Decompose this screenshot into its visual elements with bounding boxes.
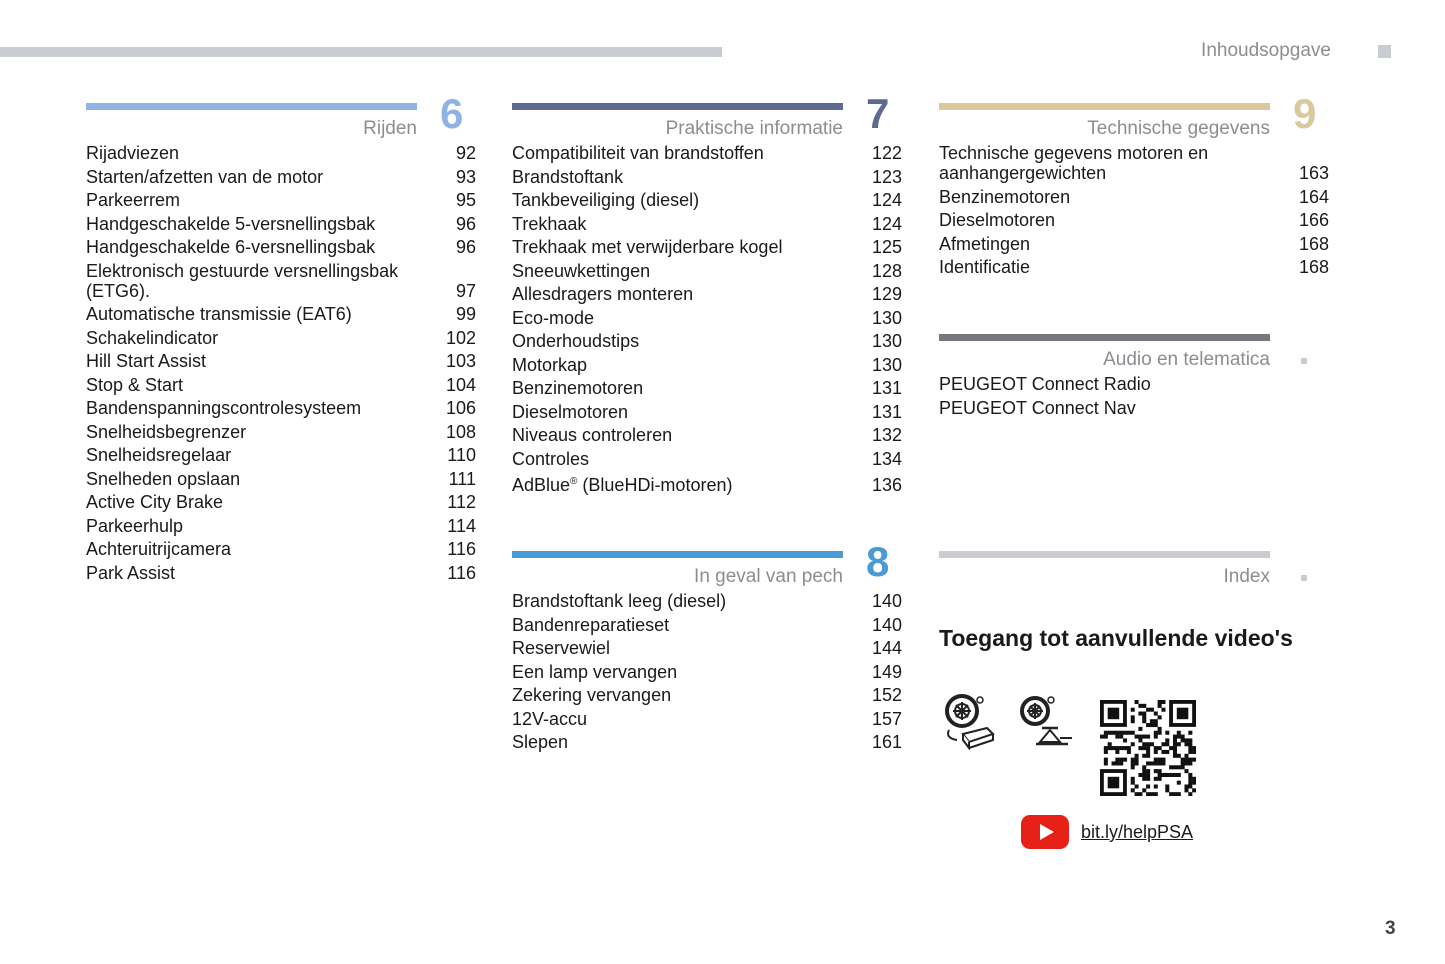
toc-entry-page: 128 bbox=[871, 260, 902, 281]
toc-entry-page: 96 bbox=[455, 237, 476, 257]
spare-wheel-jack-icon[interactable] bbox=[1018, 696, 1074, 750]
toc-entry[interactable] bbox=[86, 167, 476, 187]
section-number: 7 bbox=[866, 90, 890, 137]
section-number: 9 bbox=[1293, 90, 1317, 137]
toc-entry[interactable] bbox=[86, 237, 476, 257]
toc-entry[interactable] bbox=[512, 591, 902, 611]
section-title[interactable]: Index bbox=[1223, 566, 1270, 587]
toc-entries bbox=[939, 143, 1329, 281]
toc-entry-title: Handgeschakelde 6-versnellingsbak bbox=[86, 237, 376, 257]
toc-entry[interactable] bbox=[512, 331, 902, 351]
toc-entry-page: 161 bbox=[871, 732, 902, 752]
section-bar bbox=[512, 551, 843, 558]
toc-entry-page: 96 bbox=[455, 213, 476, 234]
toc-entry-page: 111 bbox=[448, 468, 476, 489]
toc-entry[interactable] bbox=[512, 167, 902, 187]
toc-entry-page: 112 bbox=[447, 492, 476, 512]
toc-entry-title: Automatische transmissie (EAT6) bbox=[86, 304, 352, 324]
toc-entry-title: Rijadviezen bbox=[86, 143, 180, 163]
toc-entry-title: Afmetingen bbox=[939, 233, 1031, 254]
section-title[interactable]: In geval van pech bbox=[694, 566, 843, 587]
toc-entry-title: Elektronisch gestuurde versnellingsbak (ETG6). bbox=[86, 260, 399, 301]
toc-entry[interactable] bbox=[512, 662, 902, 682]
toc-entry[interactable] bbox=[86, 190, 476, 210]
toc-entry-page: 122 bbox=[871, 143, 902, 163]
toc-entry[interactable] bbox=[939, 187, 1329, 207]
section-title[interactable]: Technische gegevens bbox=[1087, 118, 1270, 139]
page-header-title: Inhoudsopgave bbox=[1201, 40, 1331, 61]
toc-entry[interactable] bbox=[512, 143, 902, 163]
section-title[interactable]: Rijden bbox=[363, 118, 417, 139]
header-square-icon bbox=[1378, 45, 1391, 58]
toc-entry-page: 124 bbox=[871, 213, 902, 234]
toc-entry-title: Motorkap bbox=[512, 354, 588, 375]
youtube-play-icon[interactable] bbox=[1021, 815, 1069, 849]
tyre-repair-kit-icon[interactable] bbox=[943, 694, 995, 750]
toc-entry-page: 152 bbox=[871, 685, 902, 705]
toc-entry[interactable] bbox=[512, 638, 902, 658]
toc-entry-page: 144 bbox=[871, 638, 902, 658]
toc-entry-page: 95 bbox=[455, 190, 476, 210]
toc-entry[interactable] bbox=[86, 469, 476, 489]
toc-entry[interactable] bbox=[512, 214, 902, 234]
toc-entry-title: Een lamp vervangen bbox=[512, 661, 678, 682]
toc-entry-page: 102 bbox=[445, 327, 476, 348]
toc-entry[interactable] bbox=[86, 539, 476, 559]
section-bar bbox=[512, 103, 843, 110]
toc-entry-title: PEUGEOT Connect Radio bbox=[939, 374, 1151, 394]
toc-entry[interactable] bbox=[86, 375, 476, 395]
toc-entry[interactable] bbox=[939, 374, 1329, 394]
toc-entry[interactable] bbox=[512, 472, 902, 495]
toc-entry-page: 125 bbox=[871, 237, 902, 257]
toc-entry-page: 157 bbox=[871, 708, 902, 729]
toc-entry-title: Allesdragers monteren bbox=[512, 284, 694, 304]
toc-entry[interactable] bbox=[86, 516, 476, 536]
toc-entries bbox=[86, 143, 476, 586]
toc-entry-title: Trekhaak bbox=[512, 213, 587, 234]
toc-entry[interactable] bbox=[512, 685, 902, 705]
toc-entry-title: Benzinemotoren bbox=[512, 378, 644, 398]
video-section-title: Toegang tot aanvullende video's bbox=[939, 625, 1293, 651]
toc-entry-title: AdBlue® (BlueHDi-motoren) bbox=[512, 475, 733, 495]
toc-entry-page: 123 bbox=[871, 166, 902, 187]
section-title[interactable]: Audio en telematica bbox=[1103, 349, 1270, 370]
toc-entry-title: Snelheden opslaan bbox=[86, 468, 241, 489]
toc-entry-title: Trekhaak met verwijderbare kogel bbox=[512, 237, 783, 257]
toc-entry[interactable] bbox=[512, 732, 902, 752]
toc-entry-page: 99 bbox=[455, 304, 476, 324]
toc-entry-page: 130 bbox=[871, 307, 902, 328]
toc-entry[interactable] bbox=[86, 563, 476, 583]
toc-entry[interactable] bbox=[86, 328, 476, 348]
section-number: 8 bbox=[866, 538, 890, 585]
toc-entry[interactable] bbox=[512, 308, 902, 328]
toc-entry-title: Park Assist bbox=[86, 562, 176, 583]
toc-entry-page: 106 bbox=[445, 398, 476, 418]
toc-entry[interactable] bbox=[939, 257, 1329, 277]
toc-entry[interactable] bbox=[86, 351, 476, 371]
toc-entry-title: Snelheidsbegrenzer bbox=[86, 421, 247, 442]
toc-entry-page: 116 bbox=[447, 539, 476, 559]
toc-entry[interactable] bbox=[939, 234, 1329, 254]
toc-entry-page: 149 bbox=[871, 661, 902, 682]
toc-entry-title: Parkeerhulp bbox=[86, 515, 184, 536]
toc-entry[interactable] bbox=[512, 190, 902, 210]
toc-entry[interactable] bbox=[939, 398, 1329, 418]
toc-entry-page: 124 bbox=[871, 190, 902, 210]
toc-entry-title: Eco-mode bbox=[512, 307, 595, 328]
section-square-icon bbox=[1301, 358, 1307, 364]
toc-entry-title: Technische gegevens motoren en aanhangergewichten bbox=[939, 143, 1209, 183]
toc-entry-title: Brandstoftank bbox=[512, 166, 624, 187]
toc-entry-title: Identificatie bbox=[939, 257, 1031, 277]
toc-entry[interactable] bbox=[86, 143, 476, 163]
toc-entry-page: 93 bbox=[455, 166, 476, 187]
toc-entry-page: 140 bbox=[871, 591, 902, 611]
toc-entry[interactable] bbox=[512, 615, 902, 635]
toc-entry-title: Handgeschakelde 5-versnellingsbak bbox=[86, 213, 376, 234]
toc-entry-title: Compatibiliteit van brandstoffen bbox=[512, 143, 764, 163]
toc-entry-title: Parkeerrem bbox=[86, 190, 181, 210]
toc-entry-title: Dieselmotoren bbox=[512, 401, 629, 422]
toc-entry-page: 104 bbox=[445, 374, 476, 395]
toc-entries bbox=[512, 591, 902, 756]
toc-entry-title: Stop & Start bbox=[86, 374, 184, 395]
toc-entry-title: Hill Start Assist bbox=[86, 351, 207, 371]
toc-entry-title: Starten/afzetten van de motor bbox=[86, 166, 324, 187]
toc-entry[interactable] bbox=[512, 261, 902, 281]
toc-entry[interactable] bbox=[86, 261, 476, 301]
toc-entry-title: Bandenspanningscontrolesysteem bbox=[86, 398, 362, 418]
toc-entry-title: Snelheidsregelaar bbox=[86, 445, 232, 465]
toc-entry-title: Tankbeveiliging (diesel) bbox=[512, 190, 700, 210]
toc-entry-title: Niveaus controleren bbox=[512, 425, 673, 445]
toc-entry-page: 131 bbox=[871, 401, 902, 422]
toc-entry-title: Schakelindicator bbox=[86, 327, 219, 348]
toc-entry-page: 130 bbox=[871, 331, 902, 351]
section-title[interactable]: Praktische informatie bbox=[665, 118, 843, 139]
toc-entry[interactable] bbox=[939, 143, 1329, 183]
toc-entry-title: 12V-accu bbox=[512, 708, 588, 729]
toc-entry-page: 136 bbox=[871, 475, 902, 495]
toc-entries bbox=[939, 374, 1329, 421]
toc-entry-title: Reservewiel bbox=[512, 638, 611, 658]
page-number: 3 bbox=[1385, 918, 1396, 939]
toc-entry-page: 132 bbox=[871, 425, 902, 445]
toc-entry-page: 163 bbox=[1298, 163, 1329, 183]
toc-entry[interactable] bbox=[512, 237, 902, 257]
section-bar bbox=[939, 334, 1270, 341]
toc-entry[interactable] bbox=[86, 492, 476, 512]
toc-entry-page: 116 bbox=[447, 562, 476, 583]
toc-entry[interactable] bbox=[512, 402, 902, 422]
toc-entry-title: Active City Brake bbox=[86, 492, 224, 512]
toc-entry[interactable] bbox=[512, 425, 902, 445]
toc-entry-title: Slepen bbox=[512, 732, 569, 752]
toc-entry[interactable] bbox=[512, 709, 902, 729]
toc-entry[interactable] bbox=[512, 355, 902, 375]
section-number: 6 bbox=[440, 90, 464, 137]
toc-entry-page: 140 bbox=[871, 614, 902, 635]
toc-entry-page: 97 bbox=[455, 280, 476, 301]
toc-entry-title: PEUGEOT Connect Nav bbox=[939, 397, 1136, 418]
section-bar bbox=[86, 103, 417, 110]
toc-entry-page: 168 bbox=[1298, 257, 1329, 277]
toc-entries bbox=[512, 143, 902, 499]
toc-entry[interactable] bbox=[86, 445, 476, 465]
toc-entry-page: 134 bbox=[871, 448, 902, 469]
toc-entry-title: Bandenreparatieset bbox=[512, 614, 670, 635]
toc-entry-title: Dieselmotoren bbox=[939, 210, 1056, 230]
toc-entry-page: 114 bbox=[447, 515, 476, 536]
toc-entry-title: Controles bbox=[512, 448, 590, 469]
toc-entry-title: Zekering vervangen bbox=[512, 685, 672, 705]
section-bar bbox=[939, 551, 1270, 558]
toc-entry[interactable] bbox=[86, 214, 476, 234]
toc-entry-page: 129 bbox=[871, 284, 902, 304]
toc-entry[interactable] bbox=[512, 284, 902, 304]
qr-code[interactable] bbox=[1100, 700, 1196, 796]
toc-entry-page: 92 bbox=[455, 143, 476, 163]
toc-entry-page: 108 bbox=[445, 421, 476, 442]
toc-entry[interactable] bbox=[86, 398, 476, 418]
toc-entry[interactable] bbox=[86, 422, 476, 442]
toc-entry[interactable] bbox=[512, 449, 902, 469]
toc-entry-page: 130 bbox=[871, 354, 902, 375]
toc-entry-title: Brandstoftank leeg (diesel) bbox=[512, 591, 727, 611]
section-bar bbox=[939, 103, 1270, 110]
toc-entry-title: Onderhoudstips bbox=[512, 331, 640, 351]
toc-entry-page: 110 bbox=[447, 445, 476, 465]
toc-entry-page: 164 bbox=[1298, 186, 1329, 207]
toc-entry-page: 166 bbox=[1298, 210, 1329, 230]
help-video-link[interactable]: bit.ly/helpPSA bbox=[1081, 822, 1194, 842]
toc-entry[interactable] bbox=[939, 210, 1329, 230]
toc-entry-title: Benzinemotoren bbox=[939, 186, 1071, 207]
toc-entry-title: Achteruitrijcamera bbox=[86, 539, 232, 559]
section-square-icon bbox=[1301, 575, 1307, 581]
toc-entry-page: 131 bbox=[871, 378, 902, 398]
toc-entry-page: 103 bbox=[445, 351, 476, 371]
toc-entry[interactable] bbox=[512, 378, 902, 398]
toc-entry-page: 168 bbox=[1298, 233, 1329, 254]
toc-entry[interactable] bbox=[86, 304, 476, 324]
header-bar bbox=[0, 47, 722, 57]
toc-entry-title: Sneeuwkettingen bbox=[512, 260, 651, 281]
